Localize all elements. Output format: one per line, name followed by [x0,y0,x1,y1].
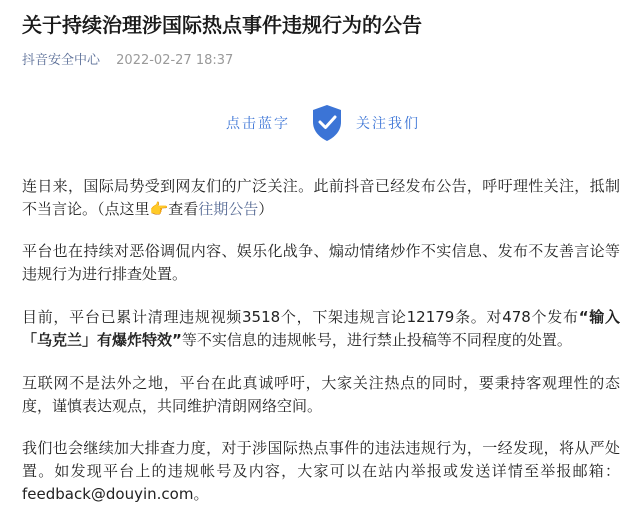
paragraph-1-text: 连日来，国际局势受到网友们的广泛关注。此前抖音已经发布公告，呼吁理性关注，抵制不当言论。（点这里 [22,177,620,218]
paragraph-3-highlight: “输入「乌克兰」有爆炸特效” [22,308,620,349]
article-title: 关于持续治理涉国际热点事件违规行为的公告 [22,13,422,37]
paragraph-3-tail: 等不实信息的违规帐号，进行禁止投稿等不同程度的处置。 [181,331,572,349]
paragraph-3 [22,306,620,352]
account-name-link[interactable]: 抖音安全中心 [22,53,101,68]
paragraph-5: 我们也会继续加大排查力度，对于涉国际热点事件的违法违规行为，一经发现，将从严处置。如发现平台上的违规帐号及内容，大家可以在站内举报或发送详情至举报邮箱：feedback@douyin.com。 [22,439,620,503]
publish-date: 2022-02-27 18:37 [116,53,234,68]
past-announcement-link[interactable]: 往期公告 [198,200,259,218]
paragraph-4: 互联网不是法外之地，平台在此真诚呼吁，大家关注热点的同时，要秉持客观理性的态度，谨慎表达观点，共同维护清朗网络空间。 [22,374,620,415]
paragraph-3-text: 目前，平台已累计清理违规视频3518个，下架违规言论12179条。对478个发布 [22,308,579,326]
paragraph-1-view: 查看 [168,200,199,218]
paragraph-1 [22,175,620,221]
article-meta [22,51,233,71]
paragraph-1-close: ） [258,200,274,218]
follow-banner-left-text: 点击蓝字 [226,116,290,132]
shield-check-icon [311,104,343,142]
paragraph-2: 平台也在持续对恶俗调侃内容、娱乐化战争、煽动情绪炒作不实信息、发布不友善言论等违规行为进行排查处置。 [22,242,620,283]
follow-banner[interactable] [0,102,640,146]
pointing-hand-emoji: 👉 [149,200,169,218]
follow-banner-right-text: 关注我们 [356,116,420,132]
